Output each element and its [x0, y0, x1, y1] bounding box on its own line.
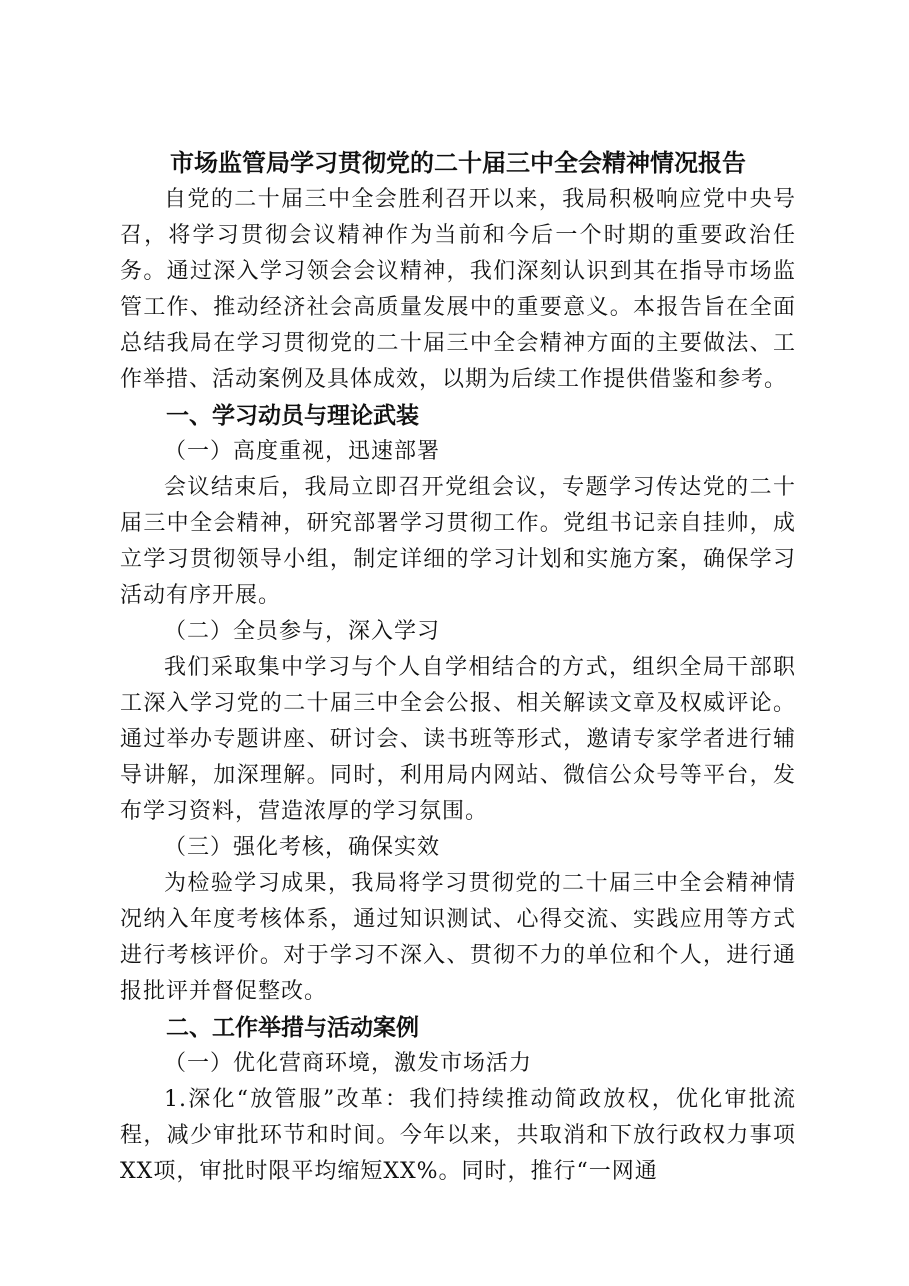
- subsection-heading-1-3: （三）强化考核，确保实效: [164, 835, 441, 860]
- section-heading-1: 一、学习动员与理论武装: [166, 402, 419, 429]
- document-title: 市场监管局学习贯彻党的二十届三中全会精神情况报告: [170, 148, 746, 177]
- intro-paragraph: 自党的二十届三中全会胜利召开以来，我局积极响应党中央号召，将学习贯彻会议精神作为当前和今后一个时期的重要政治任务。通过深入学习领会会议精神，我们深刻认识到其在指导市场监管工作、推动经济社会高质量发展中的重要意义。本报告旨在全面总结我局在学习贯彻党的二十届三中全会精神方面的主要做法、工作举措、活动案例及具体成效，以期为后续工作提供借鉴和参考。: [120, 187, 796, 392]
- subsection-body-1-2: 我们采取集中学习与个人自学相结合的方式，组织全局干部职工深入学习党的二十届三中全会公报、相关解读文章及权威评论。通过举办专题讲座、研讨会、读书班等形式，邀请专家学者进行辅导讲解，加深理解。同时，利用局内网站、微信公众号等平台，发布学习资料，营造浓厚的学习氛围。: [120, 655, 796, 824]
- document-page: [120, 148, 796, 1190]
- subsection-heading-2-1: （一）优化营商环境，激发市场活力: [164, 1051, 533, 1076]
- subsection-heading-1-1: （一）高度重视，迅速部署: [164, 439, 441, 464]
- subsection-body-1-1: 会议结束后，我局立即召开党组会议，专题学习传达党的二十届三中全会精神，研究部署学习贯彻工作。党组书记亲自挂帅，成立学习贯彻领导小组，制定详细的学习计划和实施方案，确保学习活动有序开展。: [120, 475, 796, 608]
- list-item-2-1-1: 1.深化“放管服”改革：我们持续推动简政放权，优化审批流程，减少审批环节和时间。今年以来，共取消和下放行政权力事项XX项，审批时限平均缩短XX%。同时，推行“一网通: [120, 1087, 796, 1184]
- subsection-heading-1-2: （二）全员参与，深入学习: [164, 619, 441, 644]
- subsection-body-1-3: 为检验学习成果，我局将学习贯彻党的二十届三中全会精神情况纳入年度考核体系，通过知识测试、心得交流、实践应用等方式进行考核评价。对于学习不深入、贯彻不力的单位和个人，进行通报批评并督促整改。: [120, 871, 796, 1004]
- section-heading-2: 二、工作举措与活动案例: [166, 1014, 419, 1041]
